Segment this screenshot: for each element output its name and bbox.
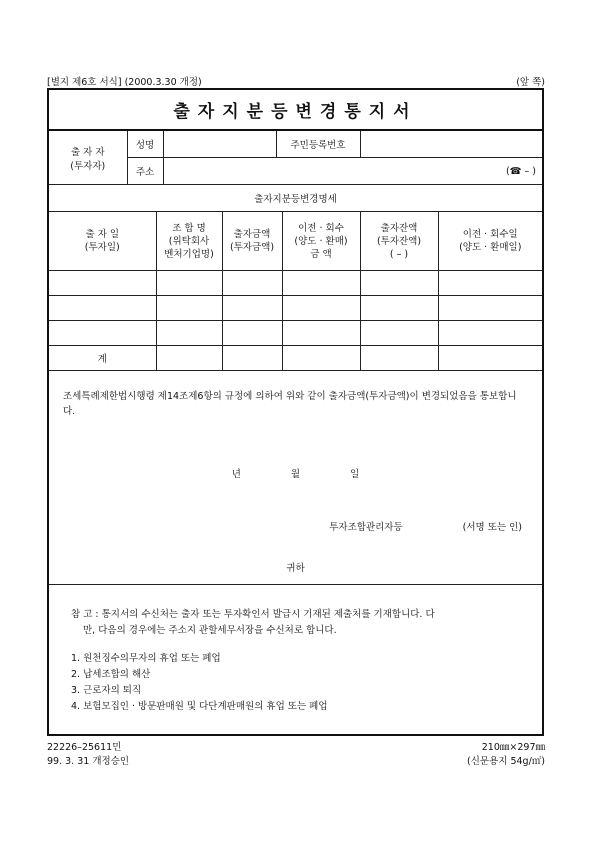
list-item: 2. 납세조합의 해산	[71, 669, 151, 680]
page-side: (앞 쪽)	[516, 77, 545, 88]
detail-table	[49, 212, 542, 371]
day-label: 일	[350, 469, 360, 480]
col-transfer-date: 이전 · 회수일 (양도 · 환매일)	[438, 212, 542, 271]
signer-line[interactable]	[49, 519, 542, 533]
name-label: 성명	[127, 131, 163, 158]
form-title: 출자지분등변경통지서	[173, 102, 418, 122]
year-label: 년	[231, 469, 241, 480]
approval-date: 99. 3. 31 개정승인	[47, 756, 130, 767]
col-investment-amount: 출자금액 (투자금액)	[222, 212, 282, 271]
form-code: 22226–25611민	[47, 742, 122, 753]
notice-form	[47, 88, 544, 736]
investor-section	[49, 131, 542, 185]
signer-label: 투자조합관리자등	[329, 522, 403, 533]
date-line[interactable]	[49, 466, 542, 480]
table-row[interactable]	[49, 296, 542, 321]
col-investment-date: 출 자 일 (투자일)	[49, 212, 156, 271]
case-list	[49, 639, 542, 715]
month-label: 월	[290, 469, 301, 480]
section-title: 출자지분등변경명세	[49, 184, 542, 212]
list-item: 1. 원천징수의무자의 휴업 또는 폐업	[71, 653, 221, 664]
table-row[interactable]	[49, 271, 542, 296]
table-row[interactable]	[49, 321, 542, 346]
note-line-2: 만, 다음의 경우에는 주소지 관할세무서장을 수신처로 합니다.	[83, 625, 337, 636]
name-field[interactable]	[163, 131, 276, 158]
form-number: [별지 제6호 서식] (2000.3.30 개정)	[47, 77, 202, 88]
detail-header-row	[49, 212, 542, 271]
reference-note	[49, 585, 542, 639]
total-label: 계	[49, 346, 156, 371]
list-item: 4. 보험모집인 · 방문판매원 및 다단계판매원의 휴업 또는 폐업	[71, 701, 328, 712]
recipient-label: 귀하	[286, 563, 305, 574]
phone-field: (☎ – )	[505, 165, 536, 177]
total-row[interactable]	[49, 346, 542, 371]
col-balance: 출자잔액 (투자잔액) ( – )	[360, 212, 438, 271]
paper-type: (신문용지 54g/㎡)	[467, 756, 545, 767]
note-line-1: 참 고 : 통지서의 수신처는 출자 또는 투자확인서 발급시 기재된 제출처를 기재합니다. 다	[71, 609, 435, 620]
address-label: 주소	[127, 158, 163, 185]
col-union-name: 조 합 명 (위탁회사 벤처기업명)	[156, 212, 222, 271]
investor-label: 출 자 자 (투자자)	[49, 131, 127, 185]
notice-statement: 조세특례제한법시행령 제14조제6항의 규정에 의하여 위와 같이 출자금액(투자금액)이 변경되었음을 통보합니다.	[63, 391, 517, 417]
resident-id-label: 주민등록번호	[276, 131, 360, 158]
paper-size: 210㎜×297㎜	[481, 742, 545, 753]
col-transfer-amount: 이전 · 회수 (양도 · 환매) 금 액	[282, 212, 360, 271]
address-field[interactable]	[163, 158, 542, 185]
seal-label: (서명 또는 인)	[462, 522, 522, 533]
list-item: 3. 근로자의 퇴직	[71, 685, 142, 696]
resident-id-field[interactable]	[360, 131, 542, 158]
form-title-bar	[49, 90, 542, 131]
